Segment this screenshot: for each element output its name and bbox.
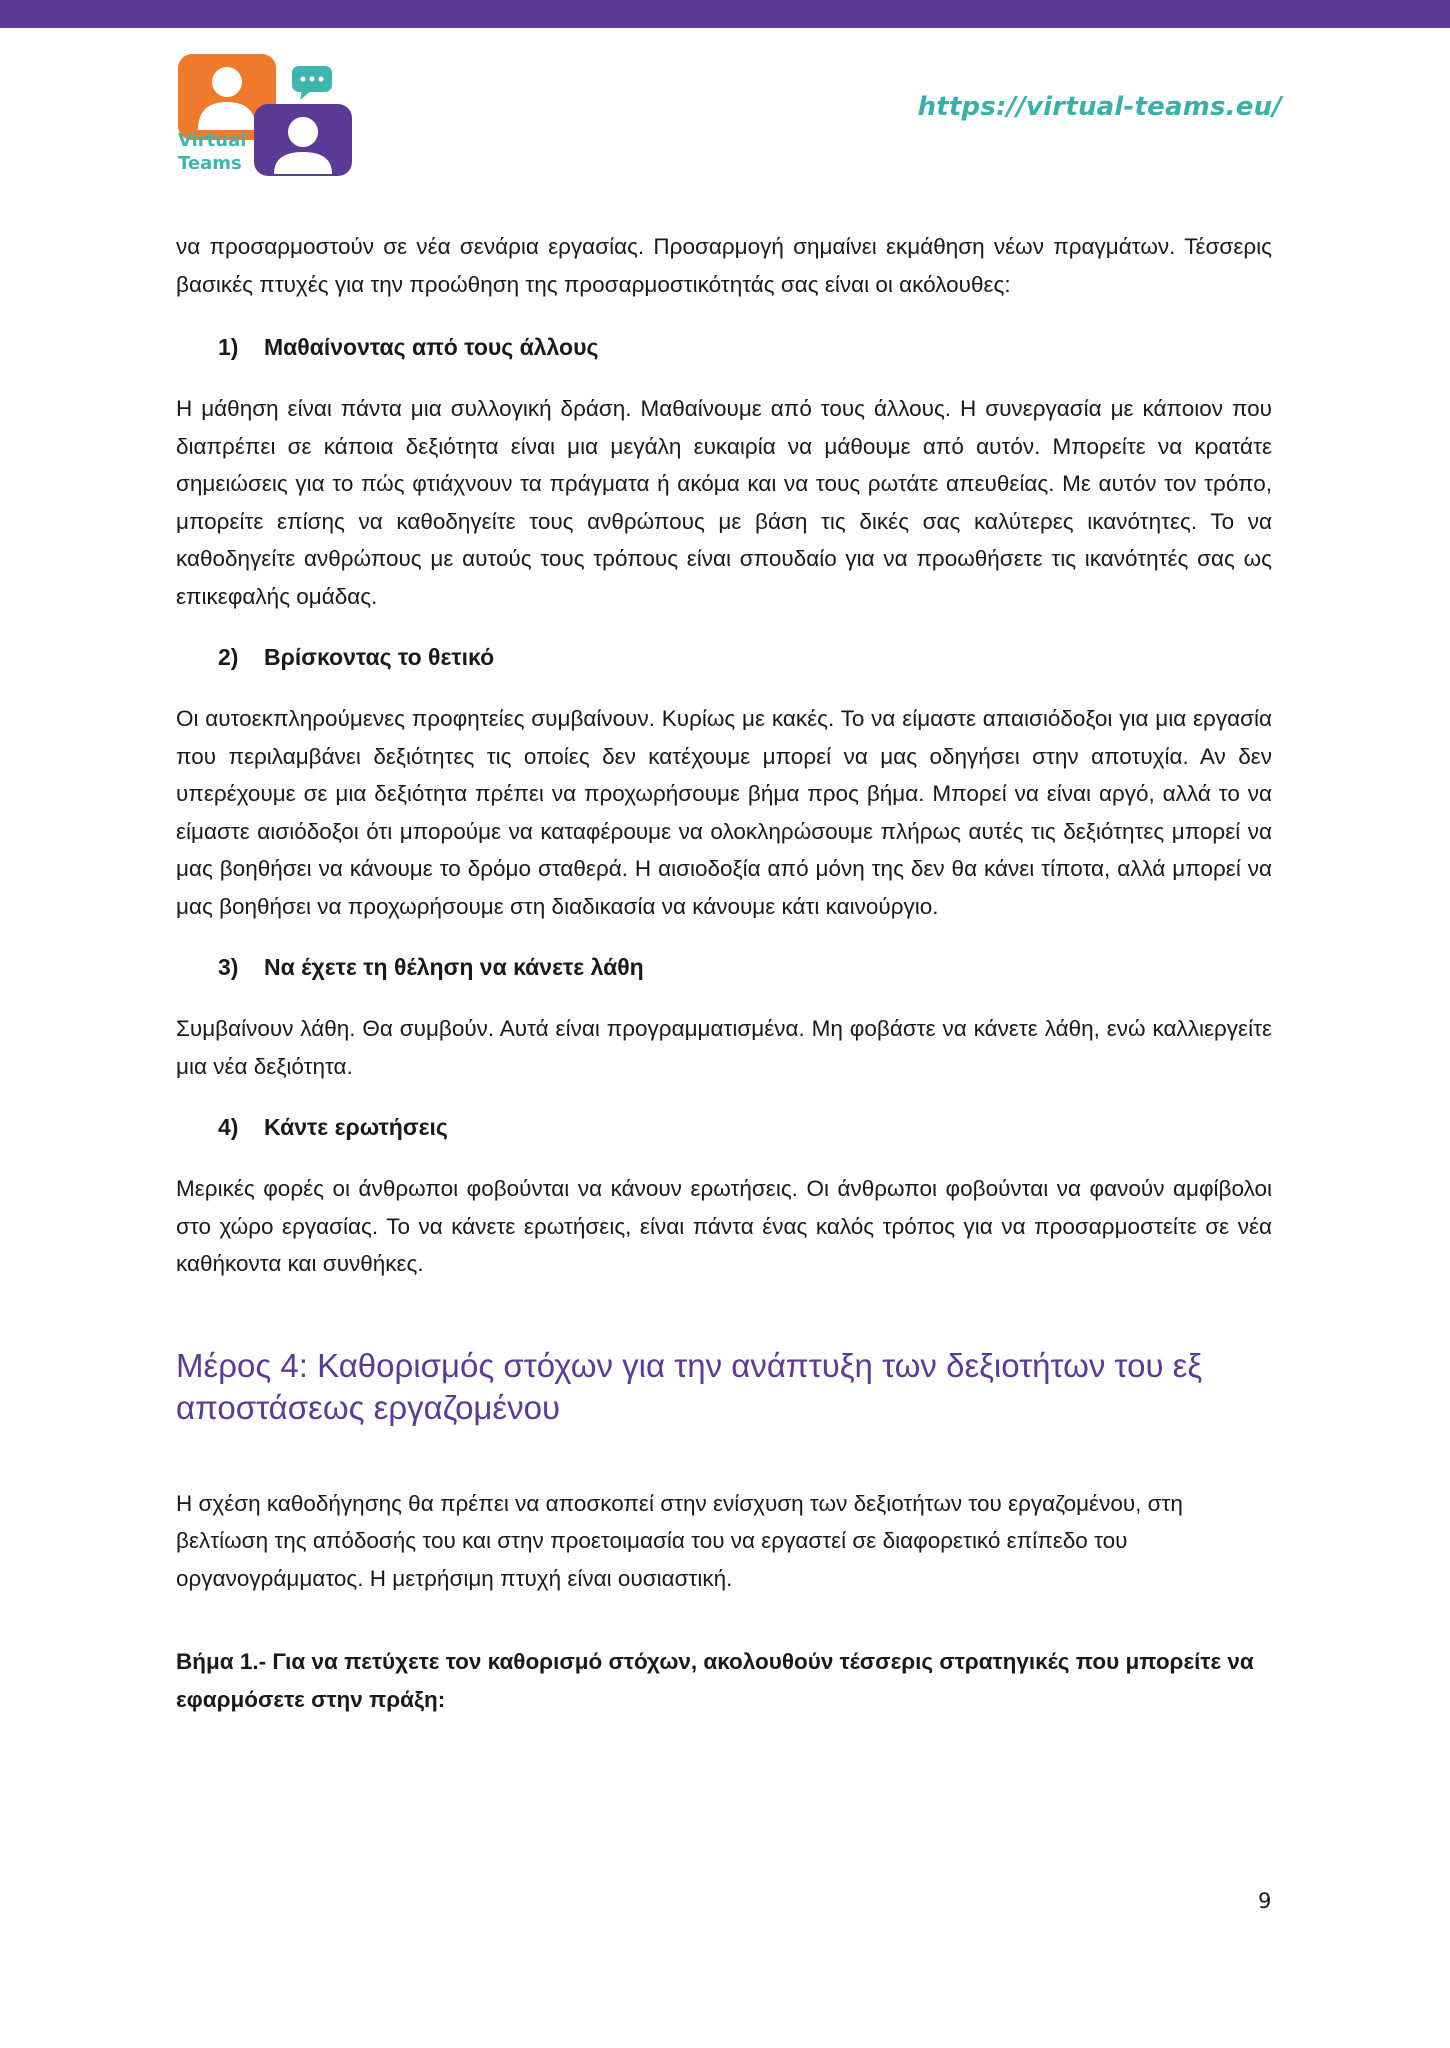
item-heading-2 (218, 639, 1272, 676)
item-number: 4) (218, 1114, 239, 1140)
top-color-bar (0, 0, 1450, 28)
section-title: Μέρος 4: Καθορισμός στόχων για την ανάπτυξη των δεξιοτήτων του εξ αποστάσεως εργαζομένου (176, 1346, 1203, 1426)
section-paragraph: Η σχέση καθοδήγησης θα πρέπει να αποσκοπεί στην ενίσχυση των δεξιοτήτων του εργαζομένου, στη βελτίωση της απόδοσής του και στην προετοιμασία του να εργαστεί σε διαφορετικό επίπεδο του οργανογράμματος. Η μετρήσιμη πτυχή είναι ουσιαστική. (176, 1490, 1183, 1591)
logo-text-line2: Teams (178, 153, 242, 174)
item-paragraph-4: Μερικές φορές οι άνθρωποι φοβούνται να κάνουν ερωτήσεις. Οι άνθρωποι φοβούνται να φανούν αμφίβολοι στο χώρο εργασίας. Το να κάνετε ερωτήσεις, είναι πάντα ένας καλός τρόπος για να προσαρμοστείτε σε νέα καθήκοντα και συνθήκες. (176, 1176, 1272, 1276)
item-heading-3 (218, 949, 1272, 986)
item-heading-4 (218, 1109, 1272, 1146)
item-number: 2) (218, 644, 239, 670)
intro-paragraph: να προσαρμοστούν σε νέα σενάρια εργασίας. Προσαρμογή σημαίνει εκμάθηση νέων πραγμάτων. Τέσσερις βασικές πτυχές για την προώθηση της προσαρμοστικότητάς σας είναι οι ακόλουθες: (176, 234, 1272, 297)
item-heading-text: Μαθαίνοντας από τους άλλους (264, 334, 599, 360)
item-heading-text: Να έχετε τη θέληση να κάνετε λάθη (264, 954, 644, 980)
item-heading-text: Κάντε ερωτήσεις (264, 1114, 448, 1140)
document-body (176, 228, 1272, 1718)
header-url[interactable]: https://virtual-teams.eu/ (917, 92, 1282, 122)
item-heading-text: Βρίσκοντας το θετικό (264, 644, 495, 670)
item-paragraph-2: Οι αυτοεκπληρούμενες προφητείες συμβαίνουν. Κυρίως με κακές. Το να είμαστε απαισιόδοξοι για μια εργασία που περιλαμβάνει δεξιότητες τις οποίες δεν κατέχουμε μπορεί να μας οδηγήσει στην αποτυχία. Αν δεν υπερέχουμε σε μια δεξιότητα πρέπει να προχωρήσουμε βήμα προς βήμα. Μπορεί να είναι αργό, αλλά το να είμαστε αισιόδοξοι ότι μπορούμε να καταφέρουμε να ολοκληρώσουμε πλήρως αυτές τις δεξιότητες μπορεί να μας βοηθήσει να κάνουμε το δρόμο σταθερά. Η αισιοδοξία από μόνη της δεν θα κάνει τίποτα, αλλά μπορεί να μας βοηθήσει να προχωρήσουμε στη διαδικασία να κάνουμε κάτι καινούργιο. (176, 706, 1272, 919)
item-number: 3) (218, 954, 239, 980)
item-heading-1 (218, 329, 1272, 366)
virtual-teams-logo (176, 52, 354, 178)
step-heading: Βήμα 1.- Για να πετύχετε τον καθορισμό στόχων, ακολουθούν τέσσερις στρατηγικές που μπορείτε να εφαρμόσετε στην πράξη: (176, 1649, 1254, 1712)
logo-text-line1: Virtual (178, 130, 247, 151)
item-paragraph-3: Συμβαίνουν λάθη. Θα συμβούν. Αυτά είναι προγραμματισμένα. Μη φοβάστε να κάνετε λάθη, ενώ καλλιεργείτε μια νέα δεξιότητα. (176, 1016, 1272, 1079)
item-number: 1) (218, 334, 239, 360)
item-paragraph-1: Η μάθηση είναι πάντα μια συλλογική δράση. Μαθαίνουμε από τους άλλους. Η συνεργασία με κάποιον που διαπρέπει σε κάποια δεξιότητα είναι μια μεγάλη ευκαιρία να μάθουμε από αυτόν. Μπορείτε να κρατάτε σημειώσεις για το πώς φτιάχνουν τα πράγματα ή ακόμα και να τους ρωτάτε απευθείας. Με αυτόν τον τρόπο, μπορείτε επίσης να καθοδηγείτε τους ανθρώπους με βάση τις δικές σας καλύτερες ικανότητες. Το να καθοδηγείτε ανθρώπους με αυτούς τους τρόπους είναι σπουδαίο για να προωθήσετε τις ικανότητές σας ως επικεφαλής ομάδας. (176, 396, 1272, 609)
page-number: 9 (1258, 1889, 1272, 1913)
